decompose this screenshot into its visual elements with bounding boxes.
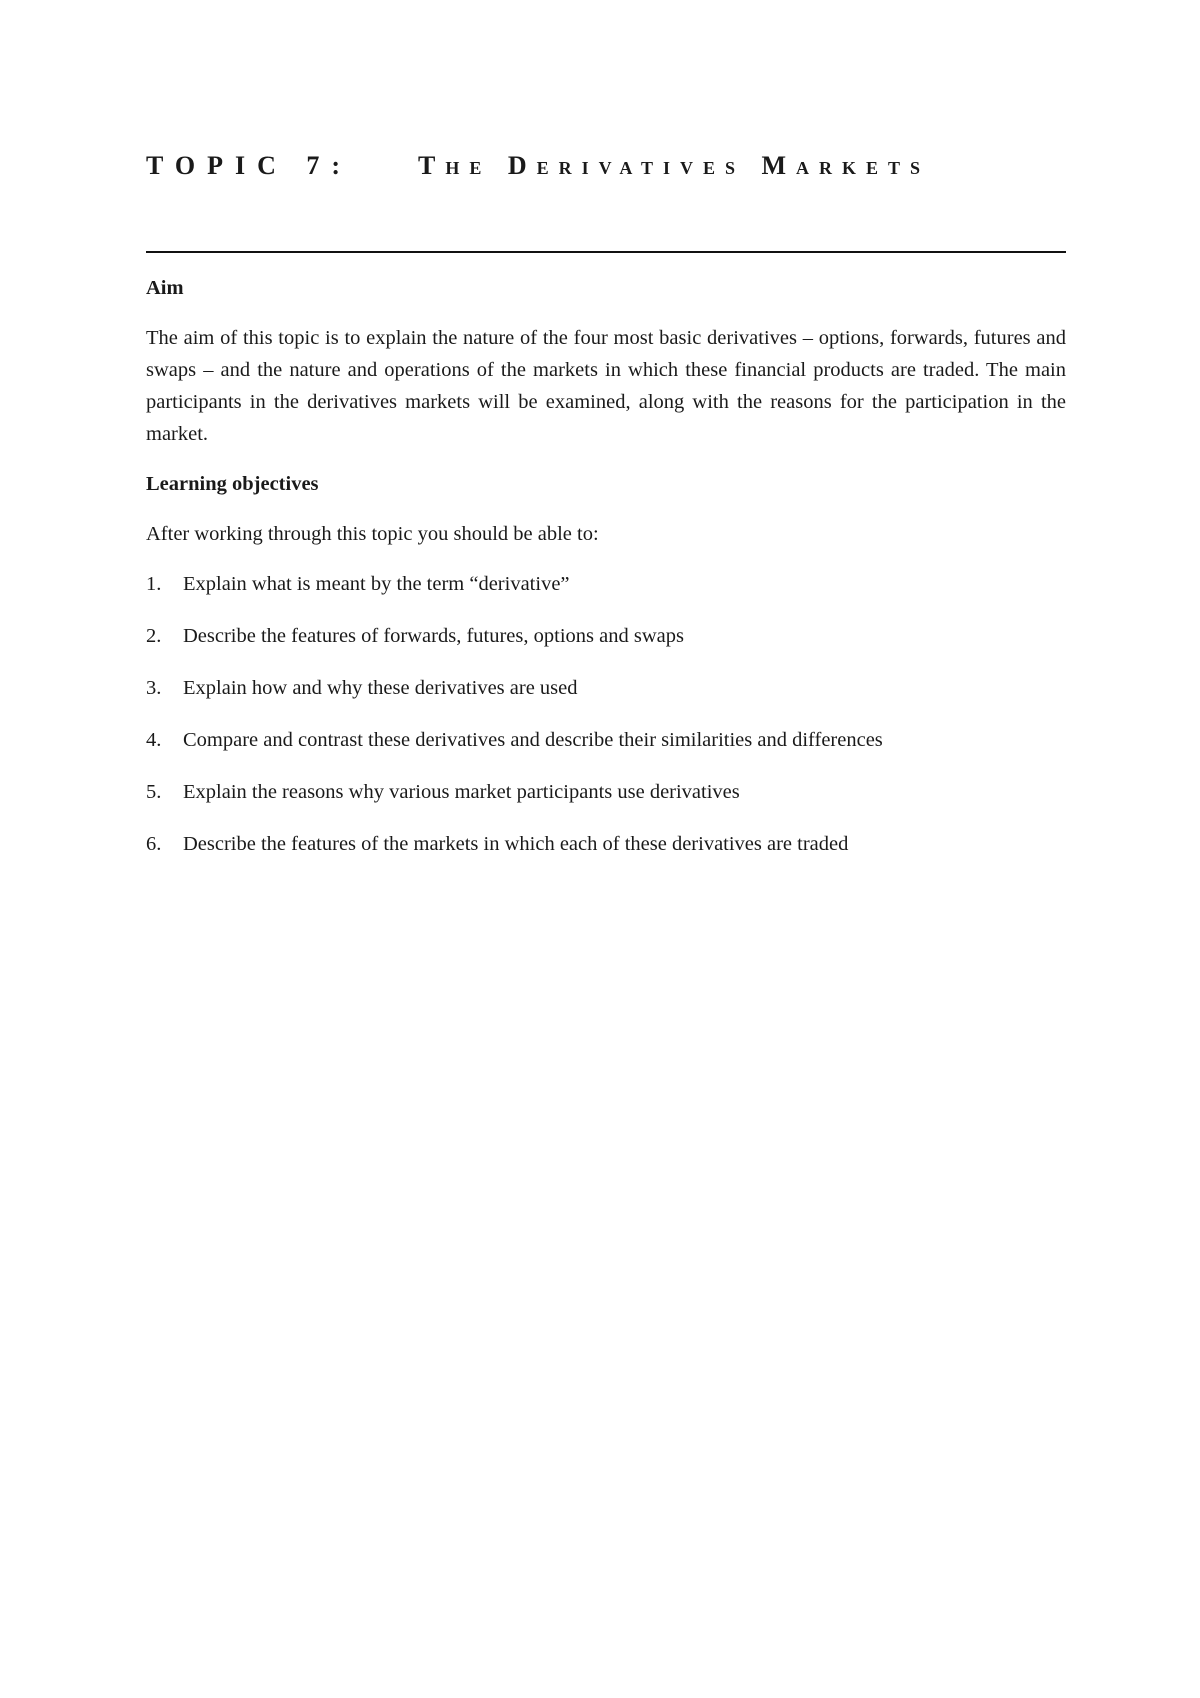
list-item-text: Explain what is meant by the term “derivative” (183, 573, 570, 595)
list-item (146, 620, 1066, 652)
list-item (146, 568, 1066, 600)
list-item-number: 4. (146, 729, 162, 751)
list-item-text: Describe the features of the markets in which each of these derivatives are traded (183, 833, 849, 855)
topic-name: The Derivatives Markets (418, 151, 931, 180)
list-item (146, 724, 1066, 756)
topic-title (146, 146, 1066, 226)
list-item-text: Explain how and why these derivatives are used (183, 677, 578, 699)
aim-heading: Aim (146, 277, 184, 299)
list-item (146, 776, 1066, 808)
page-content (146, 272, 1066, 880)
list-item-text: Explain the reasons why various market participants use derivatives (183, 781, 740, 803)
learning-objectives-list (146, 568, 1066, 860)
learning-objectives-intro: After working through this topic you should be able to: (146, 523, 599, 545)
list-item-text: Describe the features of forwards, futures, options and swaps (183, 625, 684, 647)
list-item (146, 828, 1066, 860)
aim-paragraph: The aim of this topic is to explain the nature of the four most basic derivatives – options, forwards, futures and swaps – and the nature and operations of the markets in which these financial products are traded. The main participants in the derivatives markets will be examined, along with the reasons for the participation in the market. (146, 327, 1066, 445)
list-item-number: 6. (146, 833, 162, 855)
list-item-number: 2. (146, 625, 162, 647)
topic-number: TOPIC 7: (146, 151, 353, 180)
list-item-number: 5. (146, 781, 162, 803)
title-divider (146, 251, 1066, 253)
list-item-text: Compare and contrast these derivatives and describe their similarities and differences (183, 729, 883, 751)
list-item-number: 1. (146, 573, 162, 595)
learning-objectives-heading: Learning objectives (146, 473, 319, 495)
list-item (146, 672, 1066, 704)
list-item-number: 3. (146, 677, 162, 699)
